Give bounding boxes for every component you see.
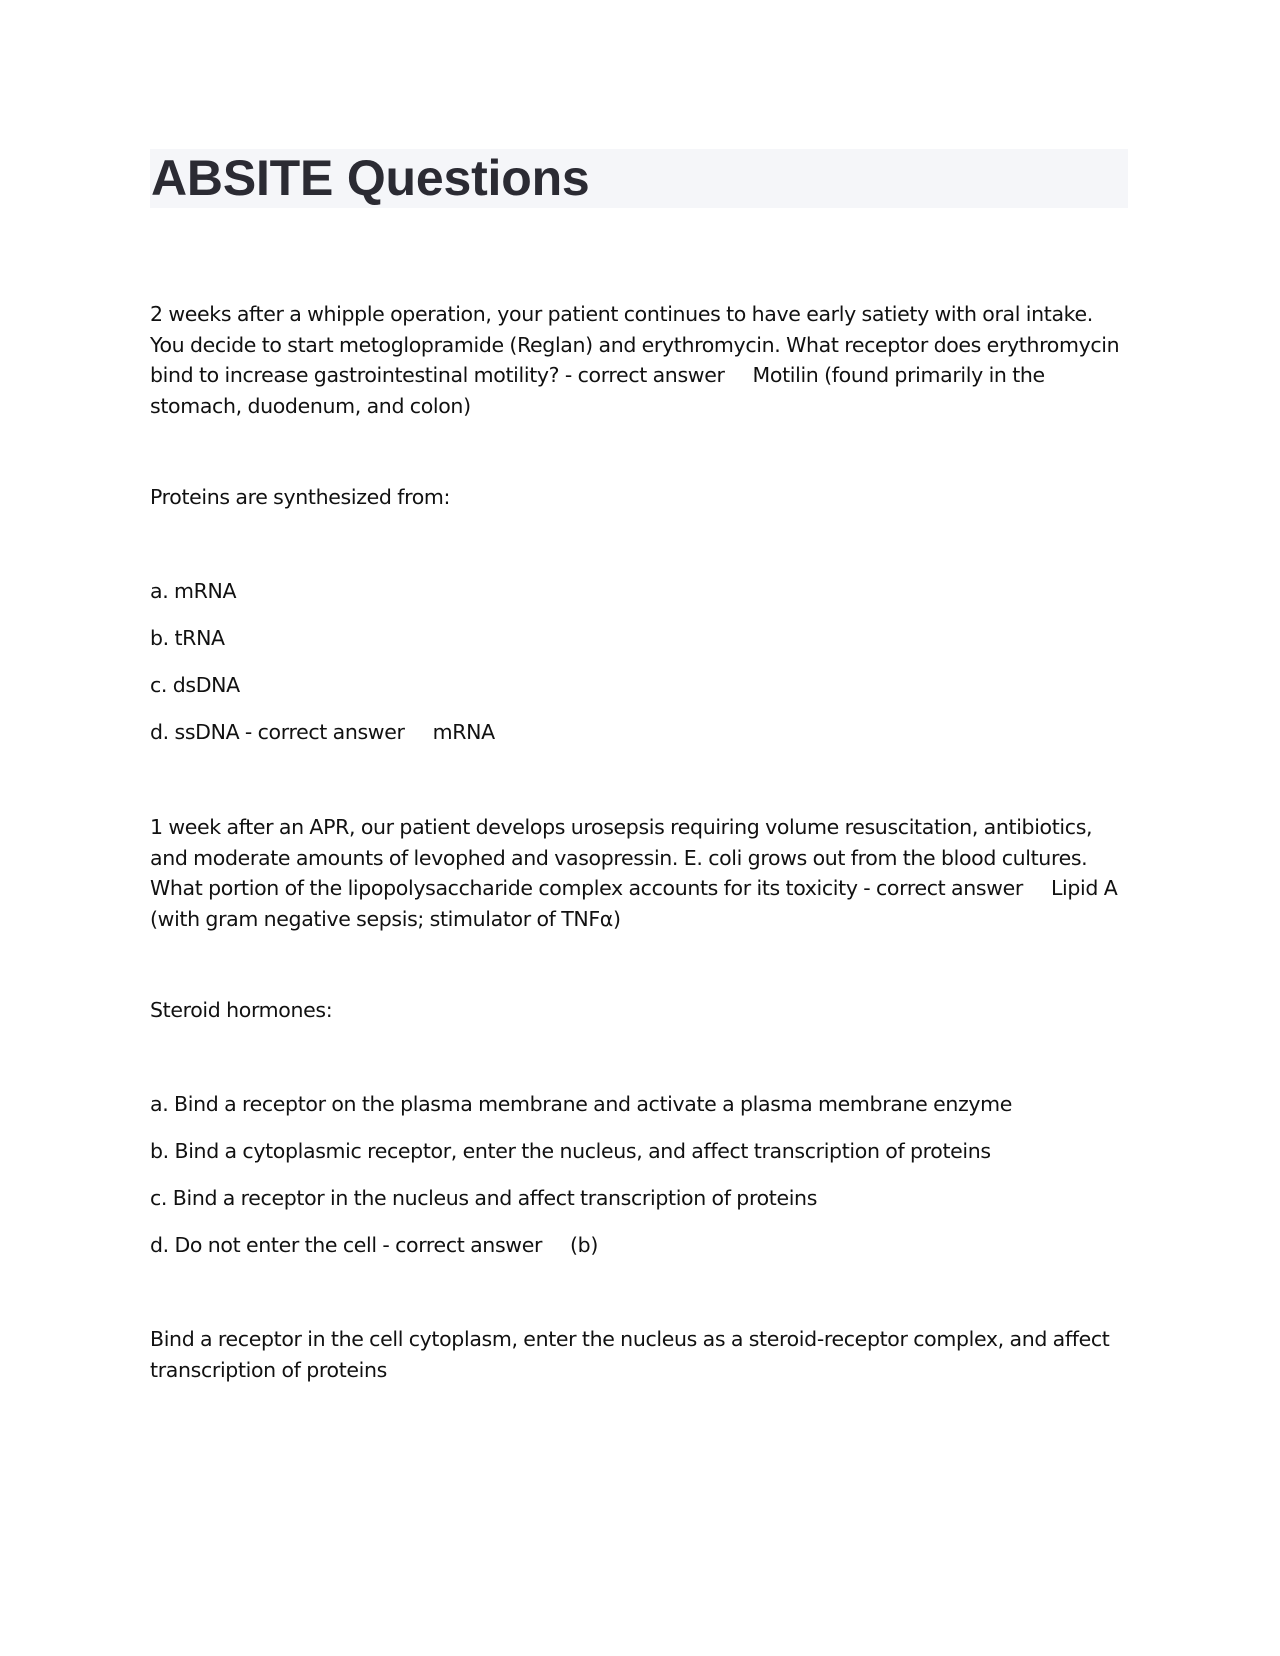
question-2-option-d	[150, 717, 495, 748]
title-bar	[150, 149, 1128, 208]
question-4-option-a: a. Bind a receptor on the plasma membrane and activate a plasma membrane enzyme	[150, 1092, 1013, 1116]
document-page	[150, 149, 1128, 1382]
question-2-option-a: a. mRNA	[150, 579, 237, 603]
question-4-option-d	[150, 1230, 598, 1261]
question-4-option-d-text: d. Do not enter the cell - correct answer	[150, 1233, 543, 1257]
question-2-option-b: b. tRNA	[150, 626, 225, 650]
question-4-answer: (b)	[570, 1233, 598, 1257]
question-1-text: 2 weeks after a whipple operation, your patient continues to have early satiety with oral intake. You decide to start metoglopramide (Reglan) and erythromycin. What receptor does erythromycin bind to increase gastrointestinal motility? - correct answer	[150, 302, 1120, 387]
question-4-explanation: Bind a receptor in the cell cytoplasm, enter the nucleus as a steroid-receptor complex, and affect transcription of proteins	[150, 1327, 1110, 1382]
question-3-text: 1 week after an APR, our patient develops urosepsis requiring volume resuscitation, antibiotics, and moderate amounts of levophed and vasopressin. E. coli grows out from the blood cultures. What portion of the lipopolysaccharide complex accounts for its toxicity - correct answer	[150, 815, 1093, 900]
question-2-option-c: c. dsDNA	[150, 673, 240, 697]
question-3	[150, 812, 1128, 934]
question-2-text: Proteins are synthesized from:	[150, 485, 451, 509]
question-4-option-c: c. Bind a receptor in the nucleus and affect transcription of proteins	[150, 1186, 818, 1210]
question-1	[150, 299, 1128, 421]
question-3-answer: Lipid A (with gram negative sepsis; stimulator of TNFα)	[150, 876, 1118, 931]
question-1-answer: Motilin (found primarily in the stomach, duodenum, and colon)	[150, 363, 1045, 418]
document-title: ABSITE Questions	[151, 150, 590, 206]
question-2-answer: mRNA	[432, 720, 495, 744]
question-4-text: Steroid hormones:	[150, 998, 333, 1022]
question-4-option-b: b. Bind a cytoplasmic receptor, enter the nucleus, and affect transcription of proteins	[150, 1139, 991, 1163]
question-2-option-d-text: d. ssDNA - correct answer	[150, 720, 405, 744]
